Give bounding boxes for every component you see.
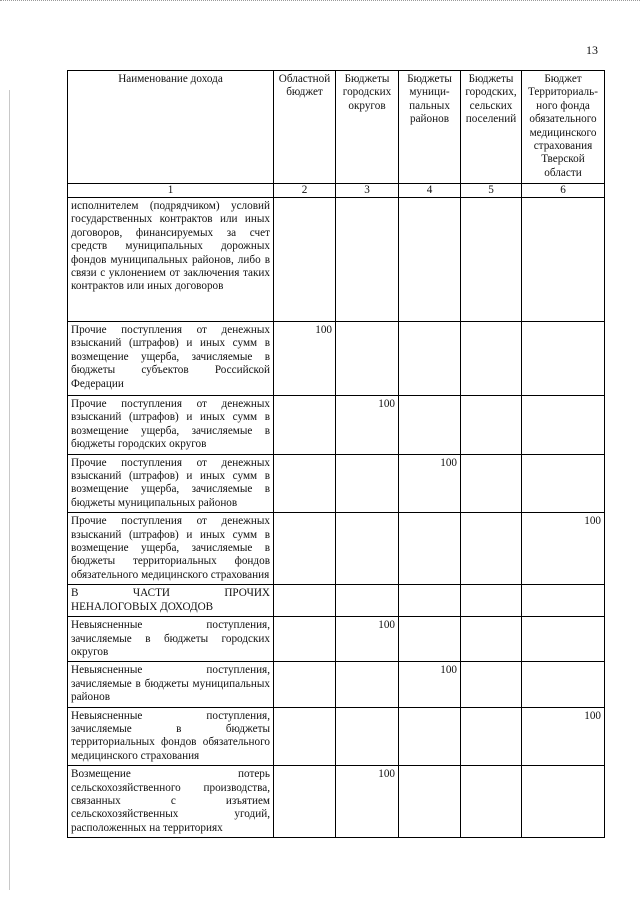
revenue-name: Возмещение потерь сельскохозяйственного производства, связанных с изъятием сельскохозяйственных угодий, расположенных на территориях — [68, 766, 274, 838]
header-settlements-budget: Бюджеты городских, сельских поселений — [461, 71, 522, 184]
municipal-districts-value — [399, 707, 461, 766]
settlements-value — [461, 617, 522, 662]
revenue-name: Невыясненные поступления, зачисляемые в бюджеты территориальных фондов обязательного медицинского страхования — [68, 707, 274, 766]
regional-value — [274, 198, 336, 322]
regional-value — [274, 617, 336, 662]
municipal-districts-value — [399, 322, 461, 396]
municipal-districts-value — [399, 617, 461, 662]
tfoms-value — [522, 198, 605, 322]
table-row — [68, 662, 605, 707]
column-number: 6 — [522, 184, 605, 198]
city-districts-value — [336, 707, 399, 766]
municipal-districts-value — [399, 513, 461, 585]
column-number: 5 — [461, 184, 522, 198]
municipal-districts-value: 100 — [399, 662, 461, 707]
regional-value — [274, 707, 336, 766]
table-row — [68, 617, 605, 662]
table-row — [68, 513, 605, 585]
municipal-districts-value — [399, 198, 461, 322]
regional-value: 100 — [274, 322, 336, 396]
header-municipal-districts-budget: Бюджеты муници-пальных районов — [399, 71, 461, 184]
section-title-line2: НЕНАЛОГОВЫХ ДОХОДОВ — [71, 600, 214, 613]
header-tfoms-budget: Бюджет Территориаль-ного фонда обязательного медицинского страхования Тверской области — [522, 71, 605, 184]
settlements-value — [461, 707, 522, 766]
settlements-value — [461, 454, 522, 513]
revenue-name: Невыясненные поступления, зачисляемые в бюджеты муниципальных районов — [68, 662, 274, 707]
section-title-word: ПРОЧИХ — [224, 587, 270, 600]
city-districts-value — [336, 513, 399, 585]
municipal-districts-value: 100 — [399, 454, 461, 513]
city-districts-value: 100 — [336, 617, 399, 662]
revenue-name: исполнителем (подрядчиком) условий государственных контрактов или иных договоров, финансируемых за счет средств муниципальных дорожных фондов муниципальных районов, либо в связи с уклонением от заключения таких контрактов или иных договоров — [68, 198, 274, 322]
settlements-value — [461, 766, 522, 838]
municipal-districts-value — [399, 766, 461, 838]
section-title-word: ЧАСТИ — [132, 587, 170, 600]
page-number: 13 — [586, 43, 598, 57]
header-revenue-name: Наименование дохода — [68, 71, 274, 184]
city-districts-value — [336, 454, 399, 513]
scan-artifact-top — [0, 0, 640, 4]
column-number: 4 — [399, 184, 461, 198]
settlements-value — [461, 513, 522, 585]
regional-value — [274, 454, 336, 513]
municipal-districts-value — [399, 396, 461, 455]
section-header-row — [68, 585, 605, 617]
city-districts-value — [336, 662, 399, 707]
table-row — [68, 396, 605, 455]
revenue-name: Прочие поступления от денежных взысканий (штрафов) и иных сумм в возмещение ущерба, зачисляемые в бюджеты территориальных фондов обязательного медицинского страхования — [68, 513, 274, 585]
table-row — [68, 454, 605, 513]
table-row — [68, 322, 605, 396]
city-districts-value: 100 — [336, 396, 399, 455]
settlements-value — [461, 396, 522, 455]
column-number: 2 — [274, 184, 336, 198]
city-districts-value — [336, 322, 399, 396]
table-row — [68, 198, 605, 322]
revenue-distribution-table — [67, 70, 605, 838]
tfoms-value: 100 — [522, 707, 605, 766]
column-number-row — [68, 184, 605, 198]
section-title — [68, 585, 274, 617]
settlements-value — [461, 662, 522, 707]
tfoms-value — [522, 617, 605, 662]
tfoms-value: 100 — [522, 513, 605, 585]
regional-value — [274, 513, 336, 585]
table-row — [68, 766, 605, 838]
regional-value — [274, 662, 336, 707]
revenue-name: Прочие поступления от денежных взысканий (штрафов) и иных сумм в возмещение ущерба, зачисляемые в бюджеты субъектов Российской Федерации — [68, 322, 274, 396]
header-regional-budget: Областной бюджет — [274, 71, 336, 184]
city-districts-value — [336, 198, 399, 322]
settlements-value — [461, 322, 522, 396]
regional-value — [274, 396, 336, 455]
tfoms-value — [522, 662, 605, 707]
table-row — [68, 707, 605, 766]
section-title-word: В — [71, 587, 79, 600]
revenue-name: Прочие поступления от денежных взысканий (штрафов) и иных сумм в возмещение ущерба, зачисляемые в бюджеты муниципальных районов — [68, 454, 274, 513]
column-number: 3 — [336, 184, 399, 198]
revenue-name: Прочие поступления от денежных взысканий (штрафов) и иных сумм в возмещение ущерба, зачисляемые в бюджеты городских округов — [68, 396, 274, 455]
tfoms-value — [522, 396, 605, 455]
revenue-name: Невыясненные поступления, зачисляемые в бюджеты городских округов — [68, 617, 274, 662]
header-row — [68, 71, 605, 184]
scan-artifact-left — [9, 90, 10, 890]
tfoms-value — [522, 766, 605, 838]
tfoms-value — [522, 454, 605, 513]
tfoms-value — [522, 322, 605, 396]
regional-value — [274, 766, 336, 838]
settlements-value — [461, 198, 522, 322]
city-districts-value: 100 — [336, 766, 399, 838]
header-city-districts-budget: Бюджеты городских округов — [336, 71, 399, 184]
column-number: 1 — [68, 184, 274, 198]
